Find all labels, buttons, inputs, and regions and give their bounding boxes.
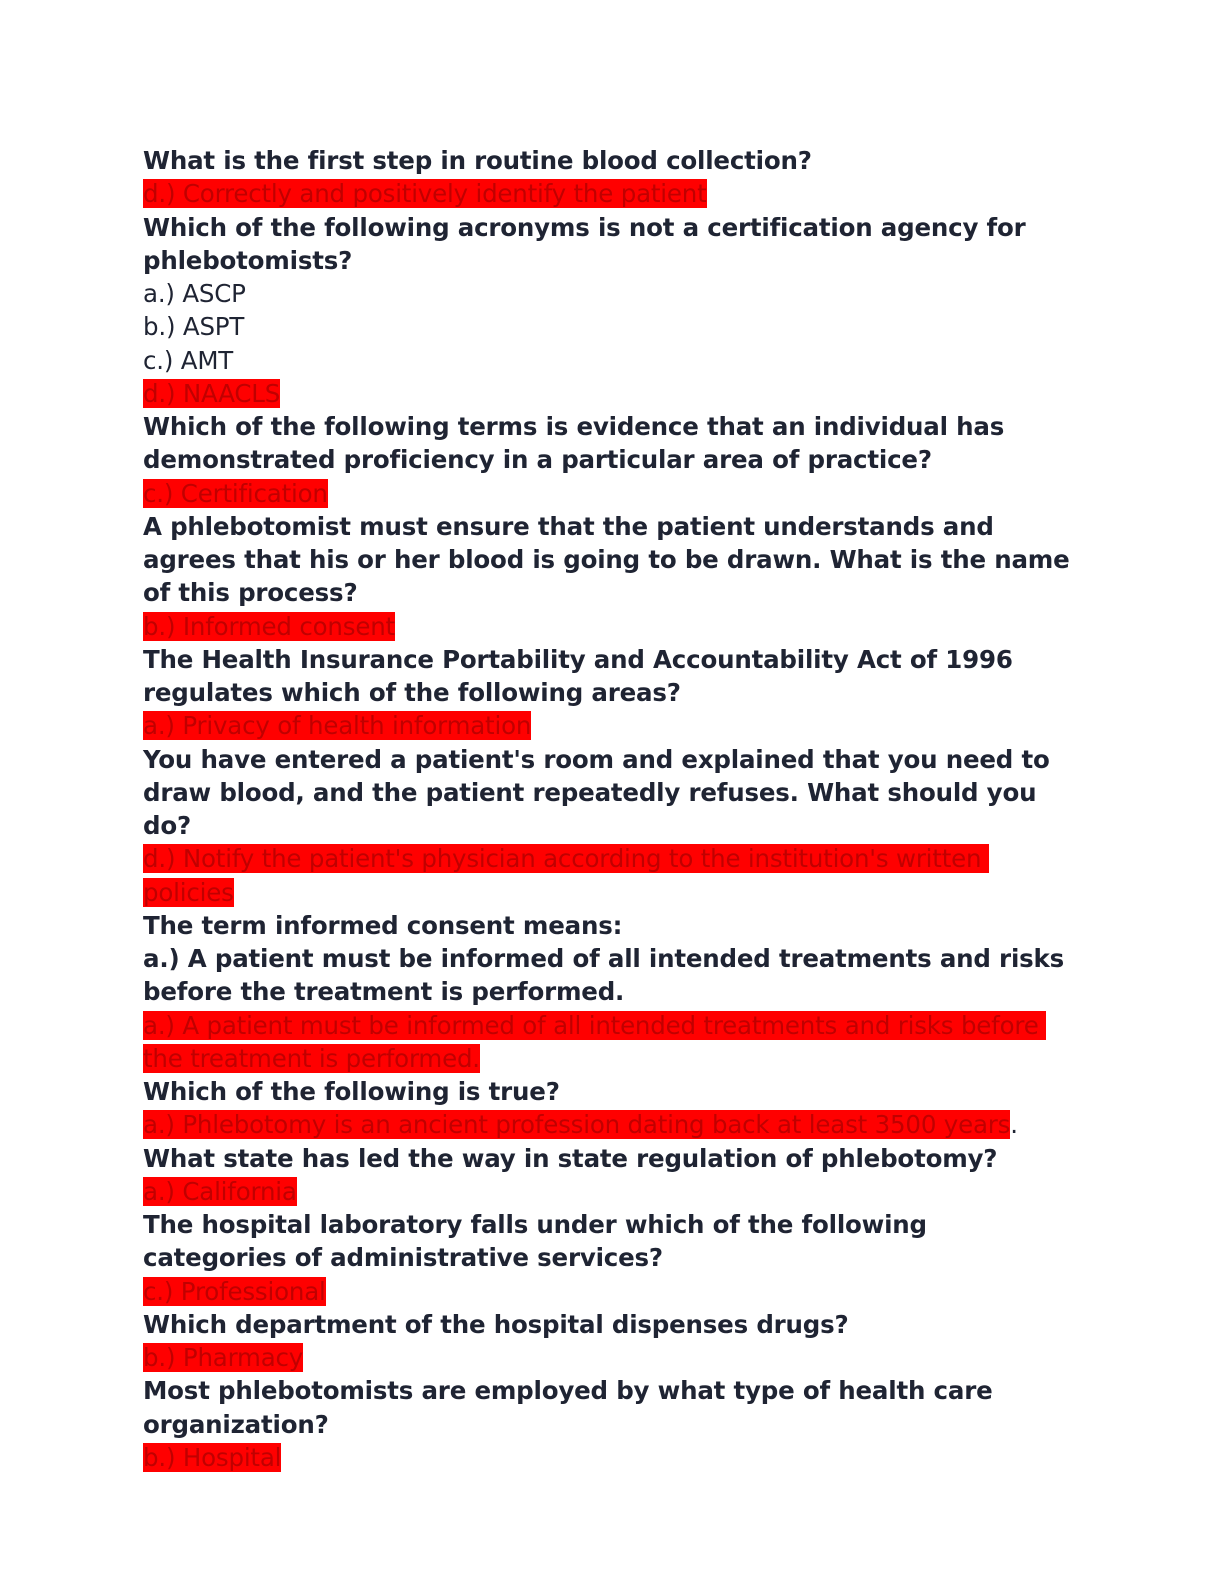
answer-option: c.) AMT [143, 345, 234, 375]
question-text: What is the first step in routine blood collection? [143, 146, 812, 175]
question-text: Which department of the hospital dispenses drugs? [143, 1309, 849, 1339]
document-page [143, 144, 1078, 1474]
highlighted-answer: b.) Informed consent [143, 611, 395, 641]
question-text: You have entered a patient's room and explained that you need to draw blood, and the patient repeatedly refuses. What should you do? [143, 744, 1058, 840]
answer-option: b.) ASPT [143, 312, 245, 342]
question-text: Which of the following is true? [143, 1077, 560, 1106]
highlighted-answer: a.) Privacy of health information [143, 711, 532, 741]
highlighted-answer: a.) California [143, 1176, 297, 1206]
question-text: The hospital laboratory falls under which of the following categories of administrative services? [143, 1210, 936, 1273]
question-text: What state has led the way in state regulation of phlebotomy? [143, 1143, 998, 1173]
highlighted-answer: c.) Certification [143, 478, 328, 508]
highlighted-answer: b.) Hospital [143, 1442, 282, 1472]
highlighted-answer: d.) Notify the patient's physician according to the institution's written policies [143, 844, 989, 907]
question-text: Which of the following acronyms is not a certification agency for phlebotomists? [143, 212, 1034, 275]
question-text: Which of the following terms is evidence that an individual has demonstrated proficiency in a particular area of practice? [143, 412, 1013, 475]
highlighted-answer: d.) NAACLS [143, 378, 281, 408]
highlighted-answer: a.) A patient must be informed of all intended treatments and risks before the treatment is performed. [143, 1010, 1047, 1073]
answer-option: a.) ASCP [143, 279, 246, 308]
highlighted-answer: c.) Professional [143, 1276, 326, 1306]
highlighted-answer: a.) Phlebotomy is an ancient profession dating back at least 3500 years [143, 1110, 1011, 1140]
highlighted-answer: b.) Pharmacy [143, 1343, 304, 1372]
question-text: The Health Insurance Portability and Accountability Act of 1996 regulates which of the following areas? [143, 644, 1022, 707]
answer-suffix: . [1010, 1110, 1018, 1140]
question-text: Most phlebotomists are employed by what type of health care organization? [143, 1376, 1001, 1439]
answer-option: a.) A patient must be informed of all intended treatments and risks before the treatment is performed. [143, 944, 1073, 1007]
question-text: The term informed consent means: [143, 910, 623, 940]
question-text: A phlebotomist must ensure that the patient understands and agrees that his or her blood is going to be drawn. What is the name of this process? [143, 511, 1078, 608]
highlighted-answer: d.) Correctly and positively identify the patient [143, 179, 707, 209]
